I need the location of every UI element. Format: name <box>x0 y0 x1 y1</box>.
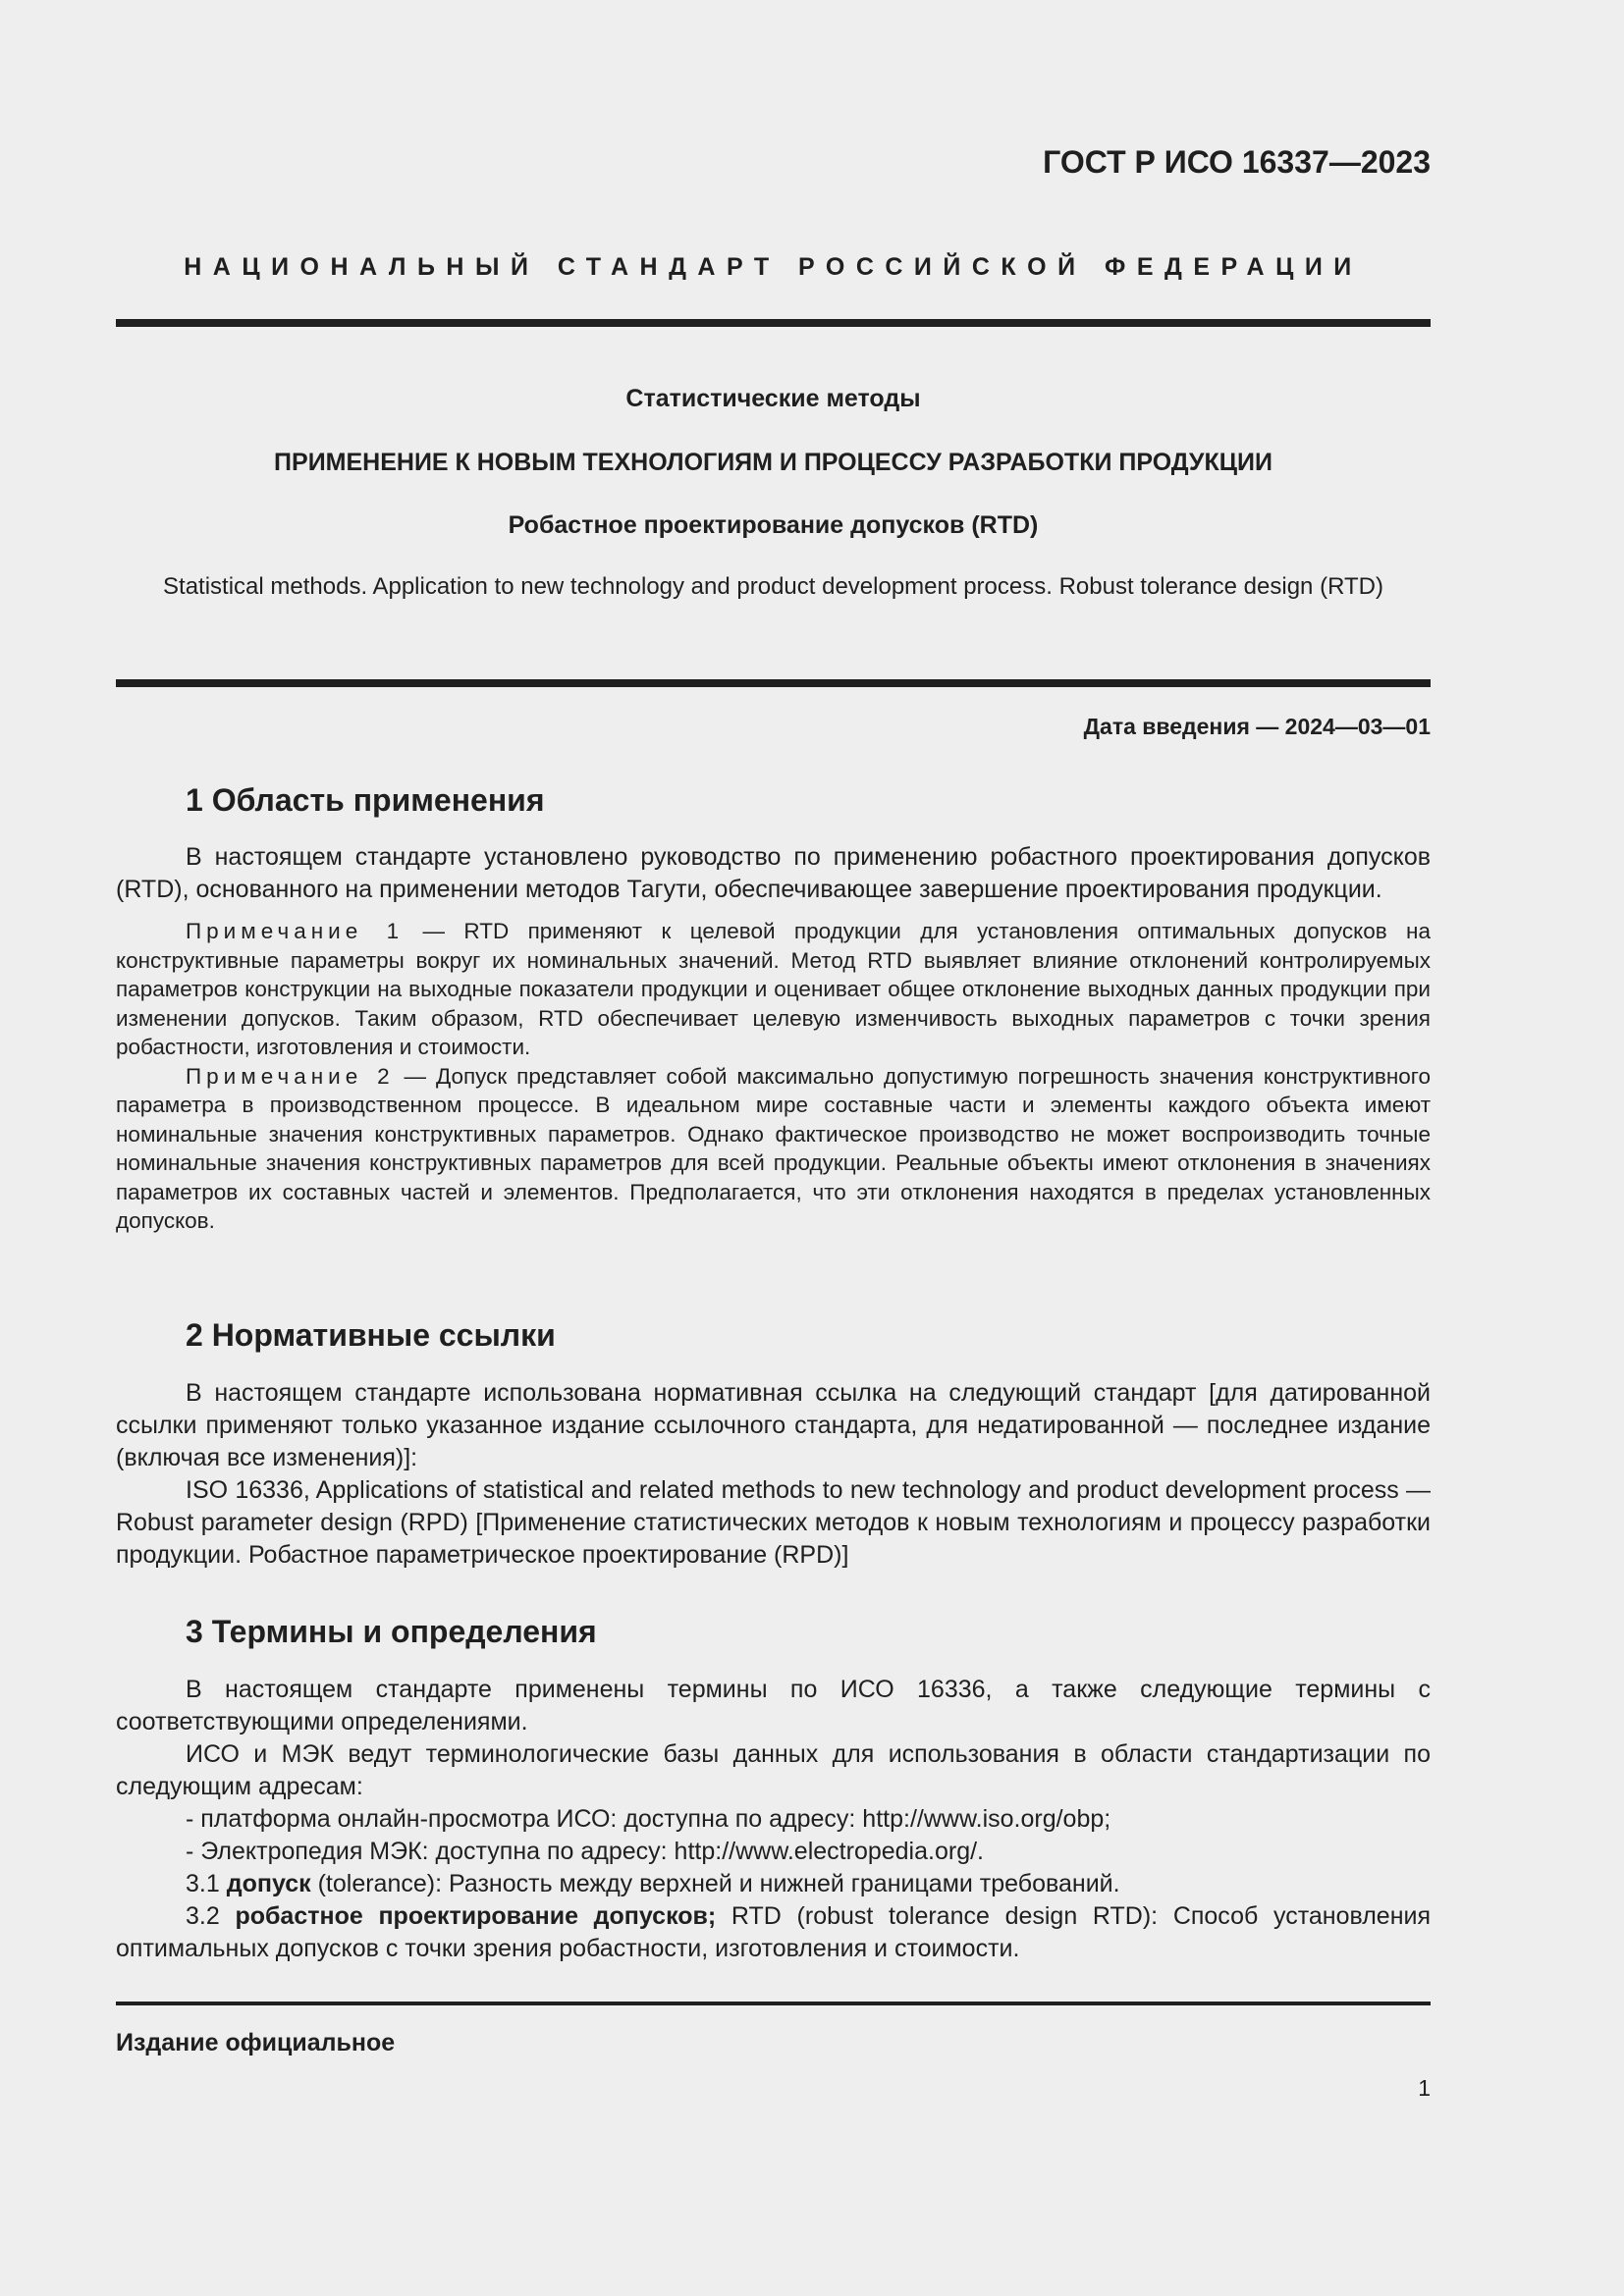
page-number: 1 <box>1418 2075 1431 2101</box>
section-2-body <box>116 1377 1431 1572</box>
national-standard-banner: НАЦИОНАЛЬНЫЙ СТАНДАРТ РОССИЙСКОЙ ФЕДЕРАЦИИ <box>184 253 1363 281</box>
official-edition-label: Издание официальное <box>116 2029 396 2056</box>
section-2-paragraph-2: ISO 16336, Applications of statistical and related methods to new technology and product development process — Robust parameter design (RPD) [Применение статистических методов к новым технологиям и процессу разработки продукции. Робастное параметрическое проектирование (RPD)] <box>116 1476 1431 1569</box>
term-3-1 <box>116 1868 1431 1900</box>
section-1-paragraph: В настоящем стандарте установлено руководство по применению робастного проектирования допусков (RTD), основанного на применении методов Тагути, обеспечивающее завершение проектирования продукции. <box>116 843 1431 903</box>
footer-divider <box>116 2002 1431 2005</box>
term-3-2-definition: RTD (robust tolerance design RTD): Способ установления оптимальных допусков с точки зрения робастности, изготовления и стоимости. <box>116 1902 1432 1962</box>
section-3-heading: 3 Термины и определения <box>186 1614 597 1649</box>
note-1-text: — RTD применяют к целевой продукции для установления оптимальных допусков на конструктивные параметры вокруг их номинальных значений. Метод RTD выявляет влияние отклонений контролируемых параметров конструкции на выходные показатели продукции и оценивает общее отклонение выходных данных продукции при изменении допусков. Таким образом, RTD обеспечивает целевую изменчивость выходных параметров с точки зрения робастности, изготовления и стоимости. <box>116 919 1431 1059</box>
section-3-body <box>116 1674 1431 1965</box>
section-1-heading: 1 Область применения <box>186 782 545 818</box>
introduction-date: Дата введения — 2024—03—01 <box>1083 714 1431 739</box>
english-title: Statistical methods. Application to new technology and product development process. Robust tolerance design (RTD) <box>163 573 1383 600</box>
note-1 <box>116 917 1431 1062</box>
section-2-paragraph-1: В настоящем стандарте использована нормативная ссылка на следующий стандарт [для датированной ссылки применяют только указанное издание ссылочного стандарта, для недатированной — последнее издание (включая все изменения)]: <box>116 1379 1431 1471</box>
standard-number: ГОСТ Р ИСО 16337—2023 <box>1043 144 1431 180</box>
term-3-1-term: допуск <box>226 1870 311 1897</box>
title-line-3: Робастное проектирование допусков (RTD) <box>508 511 1039 539</box>
list-item-iso: - платформа онлайн-просмотра ИСО: доступна по адресу: http://www.iso.org/obp; <box>186 1805 1111 1833</box>
section-3-paragraph-2: ИСО и МЭК ведут терминологические базы данных для использования в области стандартизации по следующим адресам: <box>116 1740 1431 1800</box>
term-3-2 <box>116 1900 1431 1965</box>
section-1-body <box>116 841 1431 1236</box>
title-line-1: Статистические методы <box>625 385 921 412</box>
title-bottom-divider <box>116 679 1431 687</box>
section-2-heading: 2 Нормативные ссылки <box>186 1317 556 1353</box>
term-3-2-number: 3.2 <box>186 1902 236 1930</box>
term-3-1-definition: (tolerance): Разность между верхней и нижней границами требований. <box>310 1870 1120 1897</box>
list-item-iec: - Электропедия МЭК: доступна по адресу: http://www.electropedia.org/. <box>186 1838 984 1865</box>
term-3-2-term: робастное проектирование допусков; <box>235 1902 717 1930</box>
top-divider <box>116 319 1431 327</box>
note-2-text: — Допуск представляет собой максимально допустимую погрешность значения конструктивного параметра в производственном процессе. В идеальном мире составные части и элементы каждого объекта имеют номинальные значения конструктивных параметров. Однако фактическое производство не может воспроизводить точные номинальные значения конструктивных параметров для всей продукции. Реальные объекты имеют отклонения в значениях параметров их составных частей и элементов. Предполагается, что эти отклонения находятся в пределах установленных допусков. <box>116 1063 1432 1233</box>
title-line-2: ПРИМЕНЕНИЕ К НОВЫМ ТЕХНОЛОГИЯМ И ПРОЦЕССУ РАЗРАБОТКИ ПРОДУКЦИИ <box>274 449 1272 476</box>
note-2-label: Примечание 2 <box>186 1063 395 1089</box>
term-3-1-number: 3.1 <box>186 1870 227 1897</box>
section-3-paragraph-1: В настоящем стандарте применены термины по ИСО 16336, а также следующие термины с соответствующими определениями. <box>116 1676 1431 1735</box>
note-2 <box>116 1062 1431 1236</box>
note-1-label: Примечание 1 <box>186 919 405 943</box>
